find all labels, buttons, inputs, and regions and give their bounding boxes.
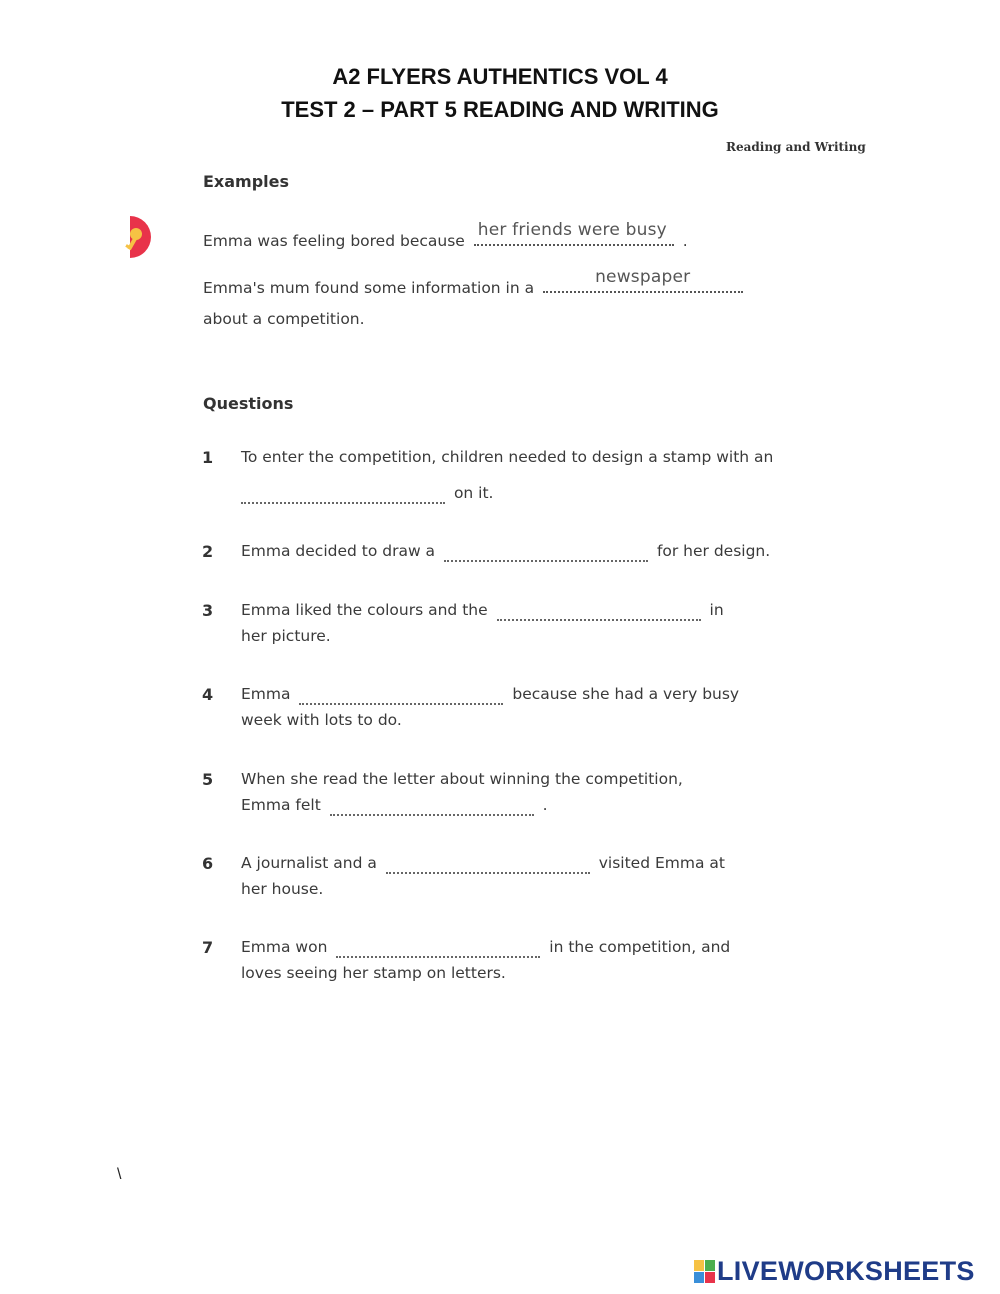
question-2-end: for her design. <box>656 542 771 560</box>
question-2-line <box>241 542 770 562</box>
question-3-answer-input[interactable] <box>497 603 701 621</box>
example-1-answer: her friends were busy <box>477 220 667 240</box>
question-2-text: Emma decided to draw a <box>241 542 436 560</box>
question-7-text: Emma won <box>241 938 328 956</box>
example-2 <box>203 267 747 297</box>
question-6-line <box>241 854 725 874</box>
question-1-answer-input[interactable] <box>241 486 445 504</box>
question-4-text: Emma <box>241 685 291 703</box>
question-3-mid: in <box>709 601 724 619</box>
question-5-answer-input[interactable] <box>330 798 534 816</box>
question-1-end: on it. <box>453 484 494 502</box>
question-6-answer-input[interactable] <box>386 856 590 874</box>
question-5-text: When she read the letter about winning the competition, <box>241 770 683 788</box>
question-7-line2: loves seeing her stamp on letters. <box>241 964 506 982</box>
question-6-mid: visited Emma at <box>598 854 725 872</box>
question-4-line2: week with lots to do. <box>241 711 402 729</box>
question-4-number: 4 <box>202 685 214 704</box>
question-7-number: 7 <box>202 938 214 957</box>
key-icon <box>116 214 152 260</box>
question-2-number: 2 <box>202 542 214 561</box>
liveworksheets-logo[interactable] <box>694 1257 975 1285</box>
liveworksheets-logo-icon <box>694 1260 714 1282</box>
example-2-line2: about a competition. <box>203 310 365 328</box>
question-7-line <box>241 938 730 958</box>
example-2-answer: newspaper <box>595 267 691 287</box>
question-1-number: 1 <box>202 448 214 467</box>
question-5-number: 5 <box>202 770 214 789</box>
question-4-line <box>241 685 739 705</box>
example-2-answer-line <box>543 267 743 293</box>
liveworksheets-brand: LIVEWORKSHEETS <box>717 1255 975 1286</box>
question-4-mid: because she had a very busy <box>512 685 740 703</box>
question-3-text: Emma liked the colours and the <box>241 601 488 619</box>
page-title-line1: A2 FLYERS AUTHENTICS VOL 4 <box>332 64 668 89</box>
question-6-number: 6 <box>202 854 214 873</box>
question-6-line2: her house. <box>241 880 324 898</box>
question-5-prefix: Emma felt <box>241 796 321 814</box>
question-5-line2 <box>241 796 548 816</box>
questions-heading: Questions <box>203 394 294 413</box>
question-5-end: . <box>542 796 548 814</box>
question-7-answer-input[interactable] <box>336 940 540 958</box>
example-2-text: Emma's mum found some information in a <box>203 279 535 297</box>
question-4-answer-input[interactable] <box>299 687 503 705</box>
question-7-mid: in the competition, and <box>549 938 731 956</box>
stray-backslash: \ <box>117 1166 122 1183</box>
question-2-answer-input[interactable] <box>444 544 648 562</box>
example-1-text: Emma was feeling bored because <box>203 232 465 250</box>
example-1-end: . <box>682 232 688 250</box>
question-3-number: 3 <box>202 601 214 620</box>
question-3-line <box>241 601 724 621</box>
question-1-line2 <box>237 484 493 504</box>
example-1 <box>203 220 688 250</box>
question-3-line2: her picture. <box>241 627 331 645</box>
question-1-text: To enter the competition, children needed to design a stamp with an <box>241 448 774 466</box>
question-6-text: A journalist and a <box>241 854 377 872</box>
page-title-line2: TEST 2 – PART 5 READING AND WRITING <box>281 97 719 122</box>
section-tag: Reading and Writing <box>726 140 866 154</box>
example-1-answer-line <box>474 220 674 246</box>
examples-heading: Examples <box>203 172 290 191</box>
